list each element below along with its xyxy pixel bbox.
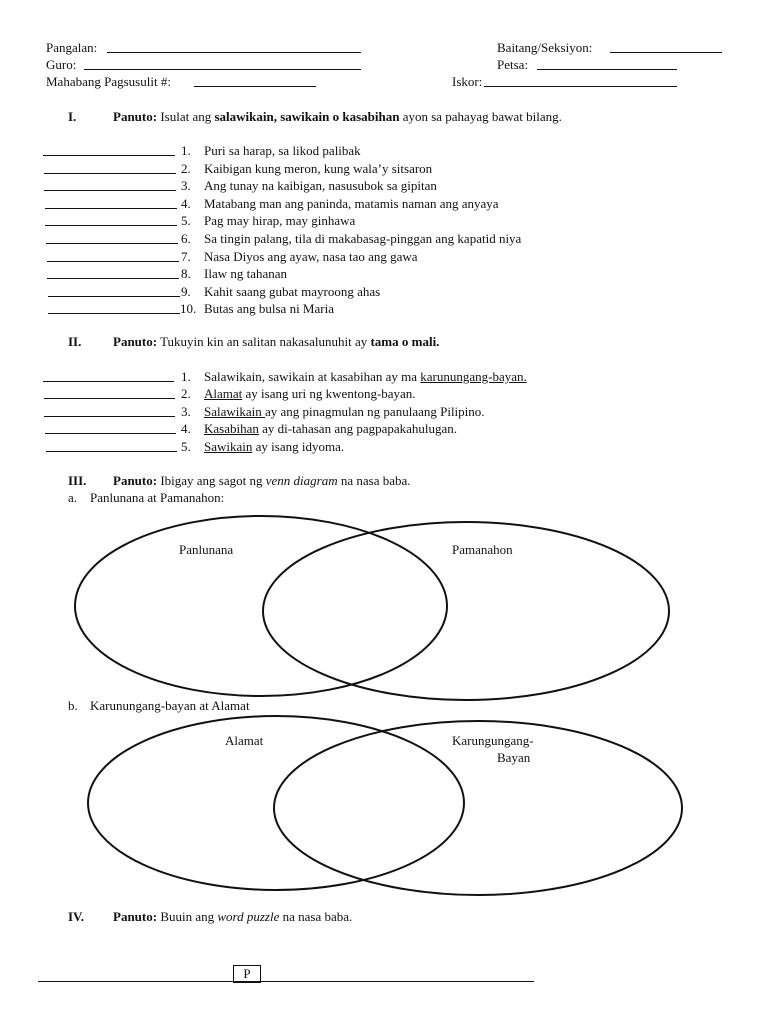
item-number: 2. — [181, 161, 191, 176]
section2-text-a: Tukuyin kin an salitan nakasalunuhit ay — [160, 334, 368, 349]
test-number-label: Mahabang Pagsusulit #: — [46, 74, 171, 89]
section1-roman: I. — [68, 109, 77, 124]
teacher-label: Guro: — [46, 57, 77, 72]
item-number: 3. — [181, 404, 191, 419]
item-number: 5. — [181, 439, 191, 454]
section-label: Baitang/Seksiyon: — [497, 40, 593, 55]
section1-text-bold: salawikain, sawikain o kasabihan — [214, 109, 400, 124]
section3-text-italic: venn diagram — [265, 473, 338, 488]
item-text-post: ay di-tahasan ang pagpapakahulugan. — [258, 421, 458, 436]
item-number: 1. — [181, 143, 191, 158]
item-text: Puri sa harap, sa likod palibak — [204, 143, 361, 158]
item-number: 4. — [181, 196, 191, 211]
venn-a-letter: a. — [68, 490, 78, 505]
item-number: 4. — [181, 421, 191, 436]
section3-roman: III. — [68, 473, 87, 488]
item-text-post: ay ang pinagmulan ng panulaang Pilipino. — [265, 404, 485, 419]
item-number: 5. — [181, 213, 191, 228]
venn-a-left-circle[interactable] — [75, 516, 447, 696]
score-label: Iskor: — [452, 74, 483, 89]
section2-roman: II. — [68, 334, 82, 349]
underlined-term: Salawikain — [204, 404, 266, 419]
item-text: Ilaw ng tahanan — [204, 266, 288, 281]
item-text: Butas ang bulsa ni Maria — [204, 301, 334, 316]
item-text: Matabang man ang paninda, matamis naman ang anyaya — [204, 196, 499, 211]
name-label: Pangalan: — [46, 40, 98, 55]
item-text-post: ay isang idyoma. — [252, 439, 345, 454]
section3-text-a: Ibigay ang sagot ng — [160, 473, 263, 488]
section4-text-italic: word puzzle — [217, 909, 280, 924]
page-mark: P — [233, 965, 261, 983]
venn-a-left-label: Panlunana — [179, 542, 234, 557]
section2-text-bold: tama o mali. — [370, 334, 440, 349]
item-text-pre: Salawikain, sawikain at kasabihan ay ma — [204, 369, 421, 384]
item-text: Kahit saang gubat mayroong ahas — [204, 284, 381, 299]
section2-panuto-label: Panuto: — [113, 334, 158, 349]
item-number: 3. — [181, 178, 191, 193]
venn-a-title: Panlunana at Pamanahon: — [90, 490, 225, 505]
venn-b-left-label: Alamat — [225, 733, 264, 748]
item-number: 1. — [181, 369, 191, 384]
item-text: Ang tunay na kaibigan, nasusubok sa gipitan — [204, 178, 437, 193]
underlined-term: Kasabihan — [204, 421, 259, 436]
item-number: 10. — [180, 301, 197, 316]
section1-text-a: Isulat ang — [160, 109, 212, 124]
venn-b-right-label-line1: Karungungang- — [452, 733, 534, 748]
item-number: 7. — [181, 249, 191, 264]
section1-text-b: ayon sa pahayag bawat bilang. — [402, 109, 562, 124]
item-number: 6. — [181, 231, 191, 246]
underlined-term: Sawikain — [204, 439, 253, 454]
item-text: Kaibigan kung meron, kung wala’y sitsaron — [204, 161, 433, 176]
footer-rule — [38, 981, 534, 982]
item-text: Nasa Diyos ang ayaw, nasa tao ang gawa — [204, 249, 418, 264]
section3-panuto-label: Panuto: — [113, 473, 158, 488]
section4-roman: IV. — [68, 909, 85, 924]
item-text: Sa tingin palang, tila di makabasag-pinggan ang kapatid niya — [204, 231, 522, 246]
venn-b-letter: b. — [68, 698, 78, 713]
item-number: 2. — [181, 386, 191, 401]
venn-b-right-label-line2: Bayan — [497, 750, 531, 765]
underlined-term: karunungang-bayan. — [420, 369, 527, 384]
underlined-term: Alamat — [204, 386, 243, 401]
section3-text-b: na nasa baba. — [340, 473, 411, 488]
section1-panuto-label: Panuto: — [113, 109, 158, 124]
venn-b-title: Karunungang-bayan at Alamat — [90, 698, 250, 713]
item-number: 8. — [181, 266, 191, 281]
item-number: 9. — [181, 284, 191, 299]
item-text-post: ay isang uri ng kwentong-bayan. — [242, 386, 416, 401]
section4-instruction — [113, 909, 352, 925]
venn-a-right-label: Pamanahon — [452, 542, 513, 557]
date-label: Petsa: — [497, 57, 529, 72]
venn-b-left-circle[interactable] — [88, 716, 464, 890]
section4-text-b: na nasa baba. — [282, 909, 353, 924]
item-text: Pag may hirap, may ginhawa — [204, 213, 356, 228]
section4-panuto-label: Panuto: — [113, 909, 158, 924]
section4-text-a: Buuin ang — [160, 909, 215, 924]
